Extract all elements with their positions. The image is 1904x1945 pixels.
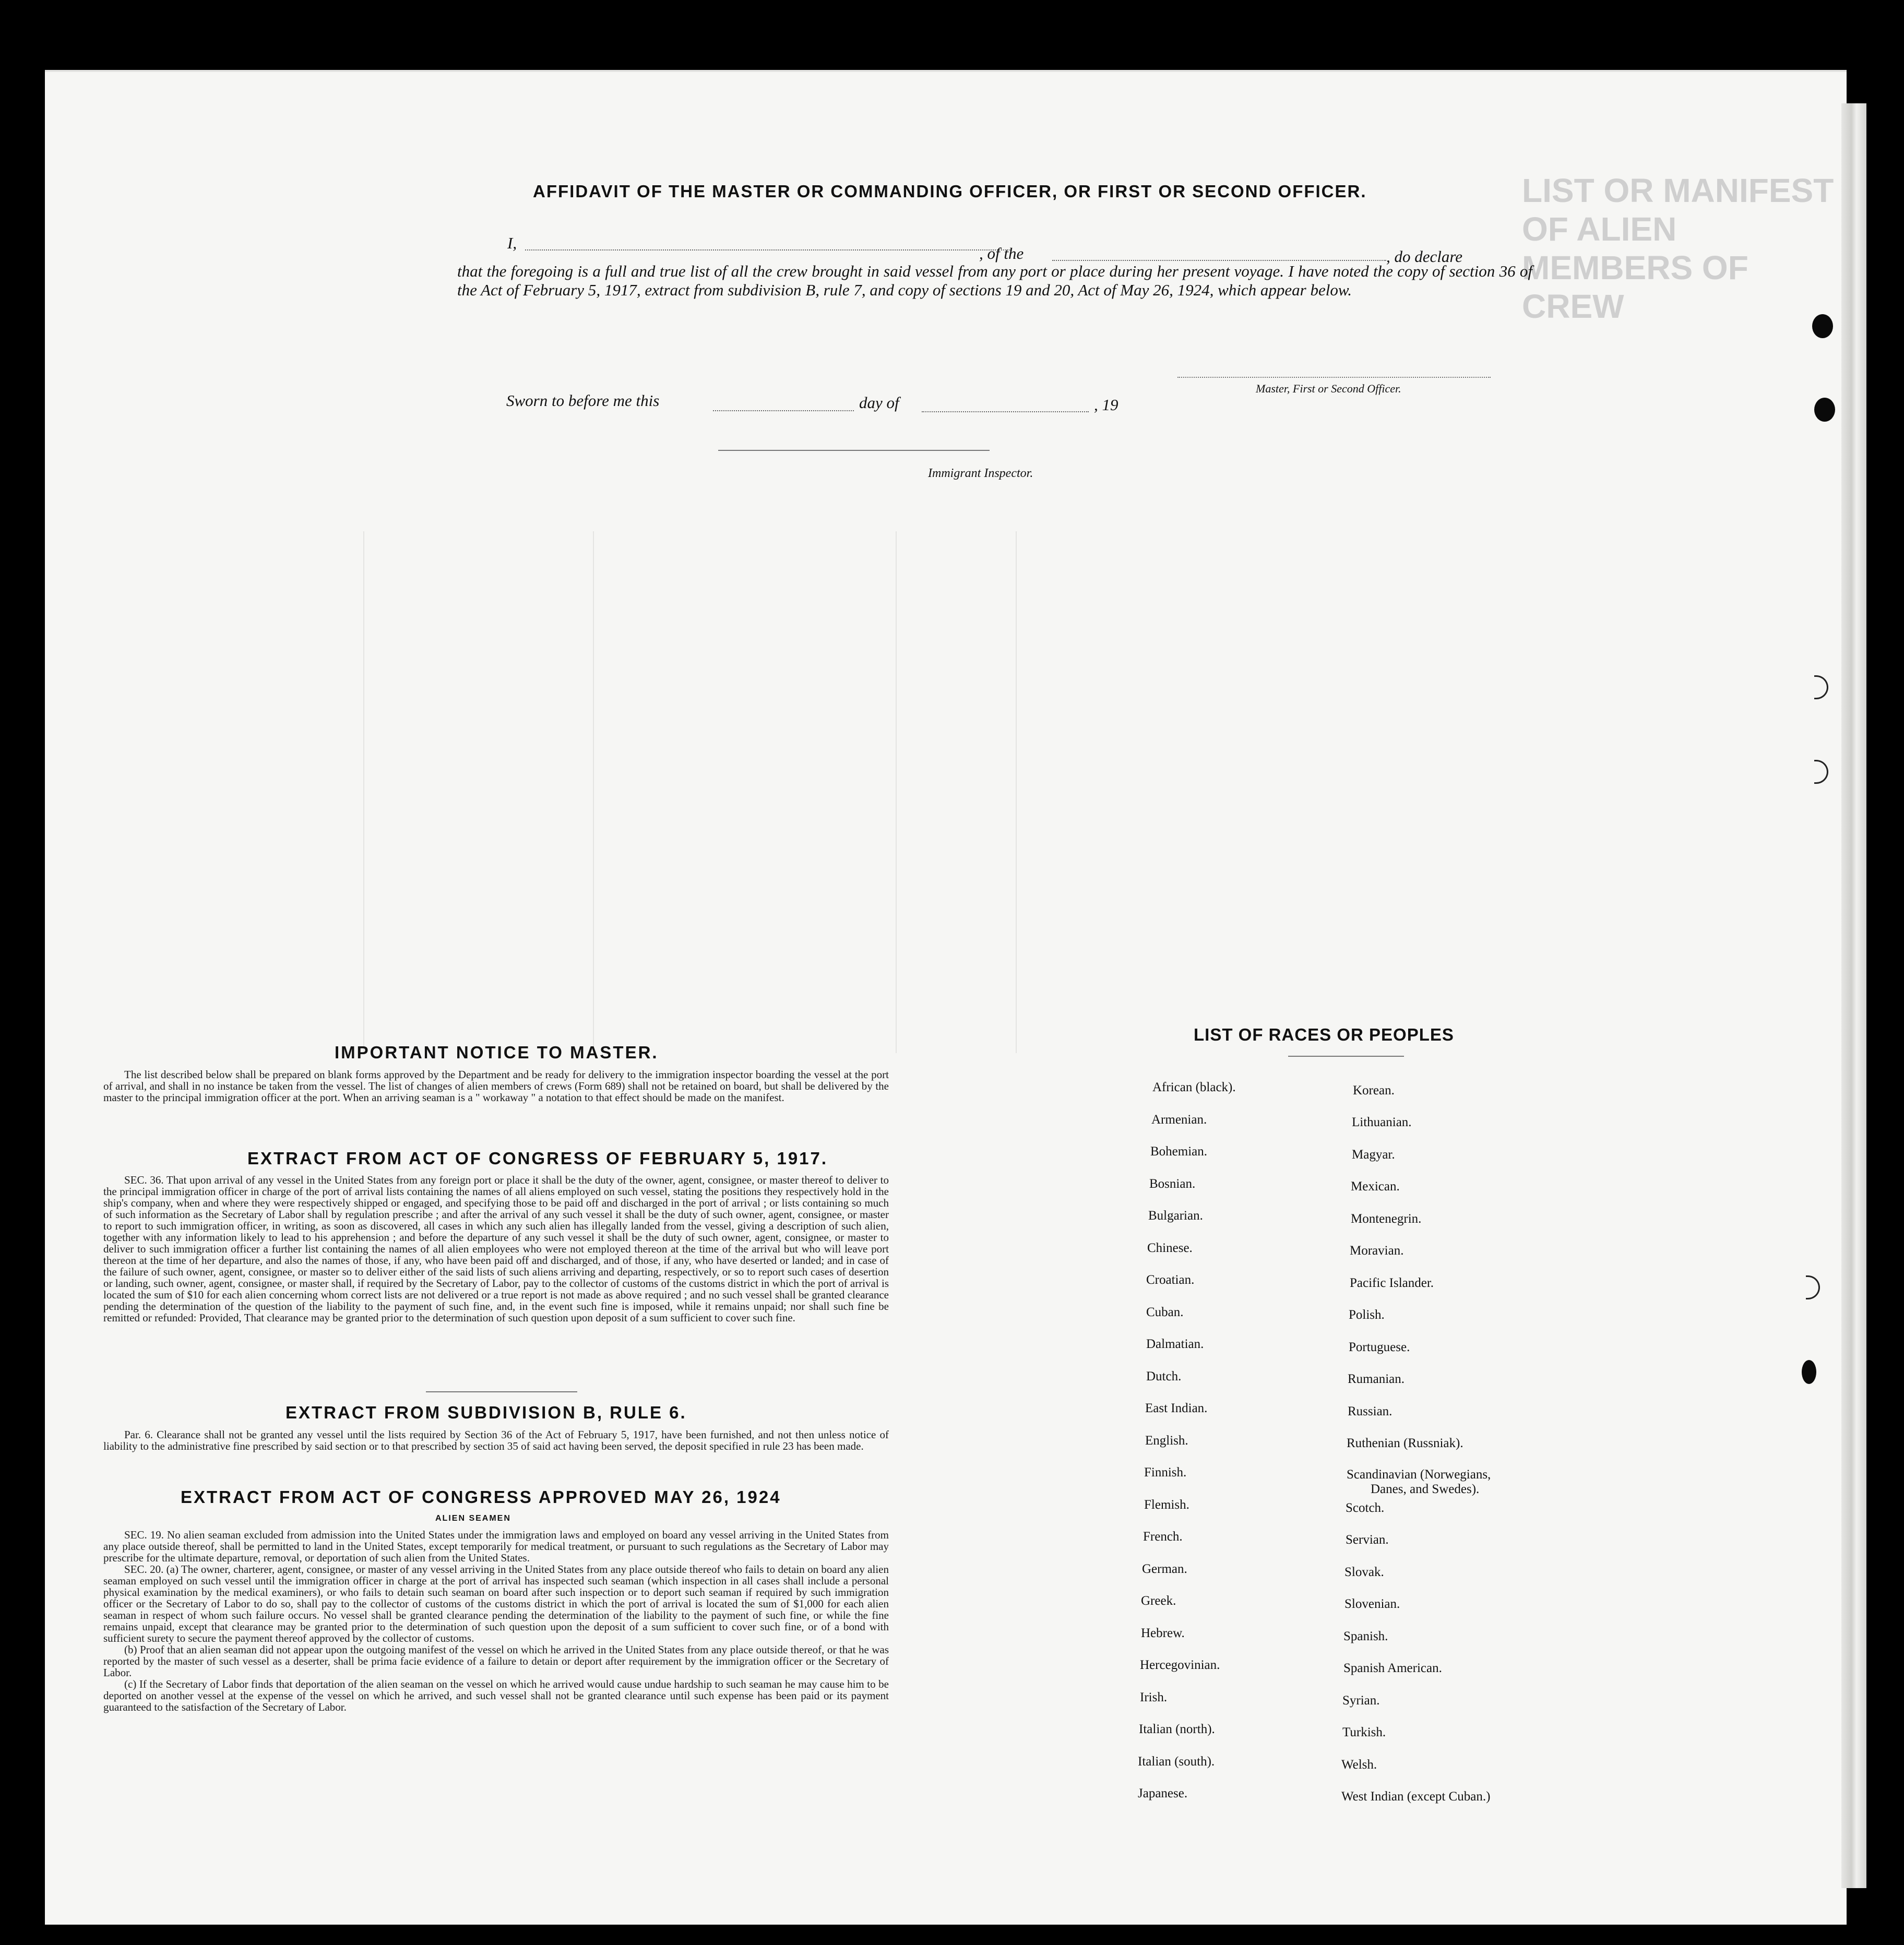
alien-seamen-subtitle: ALIEN SEAMEN (435, 1514, 511, 1523)
race-item: Greek. (1141, 1594, 1176, 1608)
race-item: Bosnian. (1149, 1177, 1196, 1191)
rule6-title: EXTRACT FROM SUBDIVISION B, RULE 6. (285, 1403, 687, 1422)
race-item: Italian (south). (1138, 1755, 1215, 1769)
master-signature-label: Master, First or Second Officer. (1256, 382, 1401, 395)
race-item: Moravian. (1350, 1244, 1404, 1258)
name-blank[interactable] (525, 249, 1010, 250)
affidavit-title: AFFIDAVIT OF THE MASTER OR COMMANDING OFFICER, OR FIRST OR SECOND OFFICER. (533, 182, 1367, 201)
race-item: Bulgarian. (1148, 1209, 1203, 1223)
year-label: , 19 (1094, 396, 1118, 414)
race-item: Rumanian. (1348, 1372, 1405, 1386)
punch-hole (1814, 398, 1835, 422)
extract-1924-text (103, 1529, 889, 1713)
inspector-signature-label: Immigrant Inspector. (928, 467, 1033, 480)
race-item: Dutch. (1146, 1369, 1182, 1383)
race-item: Mexican. (1351, 1179, 1400, 1194)
sec20c-text: (c) If the Secretary of Labor finds that deportation of the alien seaman on the vessel on which he arrived would cause undue hardship to such seaman he may cause him to be deported on another vessel at the expense of the vessel on which he arrived, and such vessel shall not be granted clearance until such expense has been paid or its payment guaranteed to the satisfaction of the Secretary of Labor. (103, 1678, 889, 1713)
bleed-through-rule (896, 531, 897, 1053)
race-item: Servian. (1346, 1533, 1389, 1547)
race-item: Japanese. (1138, 1786, 1188, 1800)
race-item: Irish. (1140, 1690, 1168, 1704)
races-title: LIST OF RACES OR PEOPLES (1194, 1025, 1454, 1044)
race-item: Hebrew. (1141, 1626, 1185, 1640)
extract-1924-title: EXTRACT FROM ACT OF CONGRESS APPROVED MAY 26, 1924 (181, 1487, 781, 1507)
race-item: East Indian. (1145, 1401, 1208, 1415)
race-item: Danes, and Swedes). (1371, 1482, 1480, 1496)
race-item: Polish. (1349, 1308, 1385, 1322)
binder-ring (1814, 760, 1828, 784)
race-item: Dalmatian. (1146, 1337, 1204, 1351)
race-item: West Indian (except Cuban.) (1341, 1789, 1491, 1804)
bleed-through-rule (1016, 531, 1017, 1053)
race-item: Scotch. (1346, 1501, 1385, 1515)
affidavit-body: that the foregoing is a full and true list of all the crew brought in said vessel from any port or place during her present voyage. I have noted the copy of section 36 of the Act of February 5, 1917, extract from subdivision B, rule 7, and copy of sections 19 and 20, Act of May 26, 1924, which appear below. (457, 262, 1532, 299)
affidavit-of-the: , of the (979, 244, 1024, 262)
sec20b-text: (b) Proof that an alien seaman did not appear upon the outgoing manifest of the vessel on which he arrived in the United States from any place outside thereof, or that he was reported by the master of such vessel as a deserter, shall be prima facie evidence of a failure to detain or deport after requirement by the immigration officer or the Secretary of Labor. (103, 1643, 889, 1679)
bleed-through-rule (593, 531, 594, 1053)
bleed-through-rule (363, 531, 364, 1053)
binder-ring (1806, 1275, 1820, 1299)
day-of-label: day of (859, 393, 899, 412)
race-item: Italian (north). (1139, 1722, 1215, 1736)
sworn-day-blank[interactable] (713, 410, 854, 411)
sworn-month-blank[interactable] (922, 411, 1089, 412)
race-item: Welsh. (1341, 1758, 1377, 1772)
race-item: Lithuanian. (1352, 1115, 1412, 1129)
race-item: Russian. (1348, 1404, 1393, 1418)
sec20a-text: SEC. 20. (a) The owner, charterer, agent, consignee, or master of any vessel arriving in the United States from any place outside thereof who fails to detain on board any alien seaman employed on such vessel until the immigration officer in charge at the port of arrival has inspected such seaman (which inspection in all cases shall include a personal physical examination by the medical examiners), or who fails to detain such seaman on board after such inspection or to deport such seaman if required by such immigration officer or the Secretary of Labor to do so, shall pay to the collector of customs of the customs district in which the port of arrival is located the sum of $1,000 for each alien seaman in respect of whom such failure occurs. No vessel shall be granted clearance pending the determination of the liability to the payment of such fine, or while the fine remains unpaid, except that clearance may be granted prior to the determination of such question upon the deposit of a sum sufficient to cover such fine, or of a bond with sufficient surety to secure the payment thereof approved by the collector of customs. (103, 1563, 889, 1644)
race-item: Montenegrin. (1351, 1212, 1422, 1226)
race-item: Finnish. (1144, 1465, 1187, 1479)
race-item: French. (1143, 1530, 1183, 1544)
vessel-blank[interactable] (1052, 260, 1386, 261)
punch-hole (1802, 1360, 1816, 1384)
race-item: Croatian. (1146, 1273, 1195, 1287)
race-item: Portuguese. (1349, 1340, 1410, 1354)
inspector-signature-line[interactable] (718, 450, 990, 451)
rule6-text: Par. 6. Clearance shall not be granted any vessel until the lists required by Section 36 of the Act of February 5, 1917, have been furnished, and not then unless notice of liability to the administrative fine prescribed by said section or to that prescribed by section 35 of said act having been served, the deposit specified in rule 23 has been made. (103, 1428, 889, 1452)
race-item: Flemish. (1144, 1498, 1189, 1512)
race-item: Spanish. (1343, 1629, 1388, 1643)
race-item: Magyar. (1352, 1148, 1395, 1162)
race-item: Hercegovinian. (1140, 1658, 1220, 1672)
race-item: Armenian. (1151, 1113, 1207, 1127)
binder-ring (1814, 675, 1828, 699)
form-sheet (45, 70, 1847, 1925)
race-item: Scandinavian (Norwegians, (1347, 1467, 1491, 1482)
races-title-rule (1288, 1056, 1404, 1057)
section-divider (426, 1391, 577, 1392)
race-item: Ruthenian (Russniak). (1347, 1436, 1463, 1450)
race-item: African (black). (1152, 1080, 1236, 1094)
notice-text: The list described below shall be prepared on blank forms approved by the Department and be ready for delivery to the immigration inspector boarding the vessel at the port of arrival, and shall in no instance be taken from the vessel. The list of changes of alien members of crews (Form 689) shall not be retained on board, but shall be delivered by the master to the principal immigration officer at the port. When an arriving seaman is a " workaway " a notation to that effect should be made on the manifest. (103, 1068, 889, 1104)
paper-edge (1841, 103, 1866, 1888)
notice-title: IMPORTANT NOTICE TO MASTER. (335, 1043, 659, 1062)
race-item: German. (1142, 1562, 1187, 1576)
affidavit-declare: , do declare (1386, 247, 1463, 266)
race-item: Syrian. (1342, 1693, 1380, 1708)
race-item: Slovak. (1344, 1565, 1384, 1579)
race-item: Spanish American. (1343, 1661, 1442, 1675)
extract-1917-text: SEC. 36. That upon arrival of any vessel in the United States from any foreign port or place it shall be the duty of the owner, agent, consignee, or master thereof to deliver to the principal immigration officer in charge of the port of arrival lists containing the names of all aliens employed on such vessel, stating the positions they respectively hold in the ship's company, when and where they were respectively shipped or engaged, and specifying those to be paid off and discharged in the port of arrival ; or lists containing so much of such information as the Secretary of Labor shall by regulation prescribe ; and after the arrival of any such vessel it shall be the duty of such owner, agent, consignee, or master to report to such immigration officer, in writing, as soon as discovered, all cases in which any such alien has illegally landed from the vessel, giving a description of such alien, together with any information likely to lead to his apprehension ; and before the departure of any such vessel it shall be the duty of such owner, agent, consignee, or master to deliver to such immigration officer a further list containing the names of all alien employees who were not employed thereon at the time of the arrival but who will leave port thereon at the time of her departure, and also the names of those, if any, who have been paid off and discharged, and of those, if any, who have deserted or landed; and in case of the failure of such owner, agent, consignee, or master so to deliver either of the said lists of such aliens arriving and departing, respectively, or so to report such cases of desertion or landing, such owner, agent, consignee, or master shall, if required by the Secretary of Labor, pay to the collector of customs of the customs district in which the port of arrival is located the sum of $10 for each alien concerning whom correct lists are not delivered or a true report is not made as above required ; and no such vessel shall be granted clearance pending the determination of the question of the liability to the payment of such fine, and, in the event such fine is imposed, while it remains unpaid; nor shall such fine be remitted or refunded: Provided, That clearance may be granted prior to the determination of such question upon deposit of a sum sufficient to cover such fine. (103, 1174, 889, 1324)
extract-1917-title: EXTRACT FROM ACT OF CONGRESS OF FEBRUARY 5, 1917. (247, 1149, 828, 1168)
punch-hole (1812, 314, 1833, 338)
race-item: English. (1145, 1434, 1188, 1448)
race-item: Slovenian. (1344, 1597, 1400, 1611)
race-item: Turkish. (1342, 1725, 1386, 1739)
race-item: Cuban. (1146, 1305, 1184, 1319)
race-item: Bohemian. (1150, 1144, 1208, 1159)
race-item: Chinese. (1147, 1241, 1193, 1255)
sec19-text: SEC. 19. No alien seaman excluded from admission into the United States under the immigration laws and employed on board any vessel arriving in the United States from any place outside thereof, shall be permitted to land in the United States, except temporarily for medical treatment, or pursuant to such regulations as the Secretary of Labor may prescribe for the ultimate departure, removal, or deportation of such alien from the United States. (103, 1529, 889, 1564)
race-item: Korean. (1353, 1083, 1395, 1097)
race-item: Pacific Islander. (1350, 1276, 1434, 1290)
master-signature-line[interactable] (1177, 377, 1491, 378)
affidavit-i: I, (507, 234, 517, 252)
bleed-through-text: LIST OR MANIFEST OF ALIEN MEMBERS OF CREW (1522, 172, 1834, 325)
sworn-label: Sworn to before me this (506, 391, 660, 410)
